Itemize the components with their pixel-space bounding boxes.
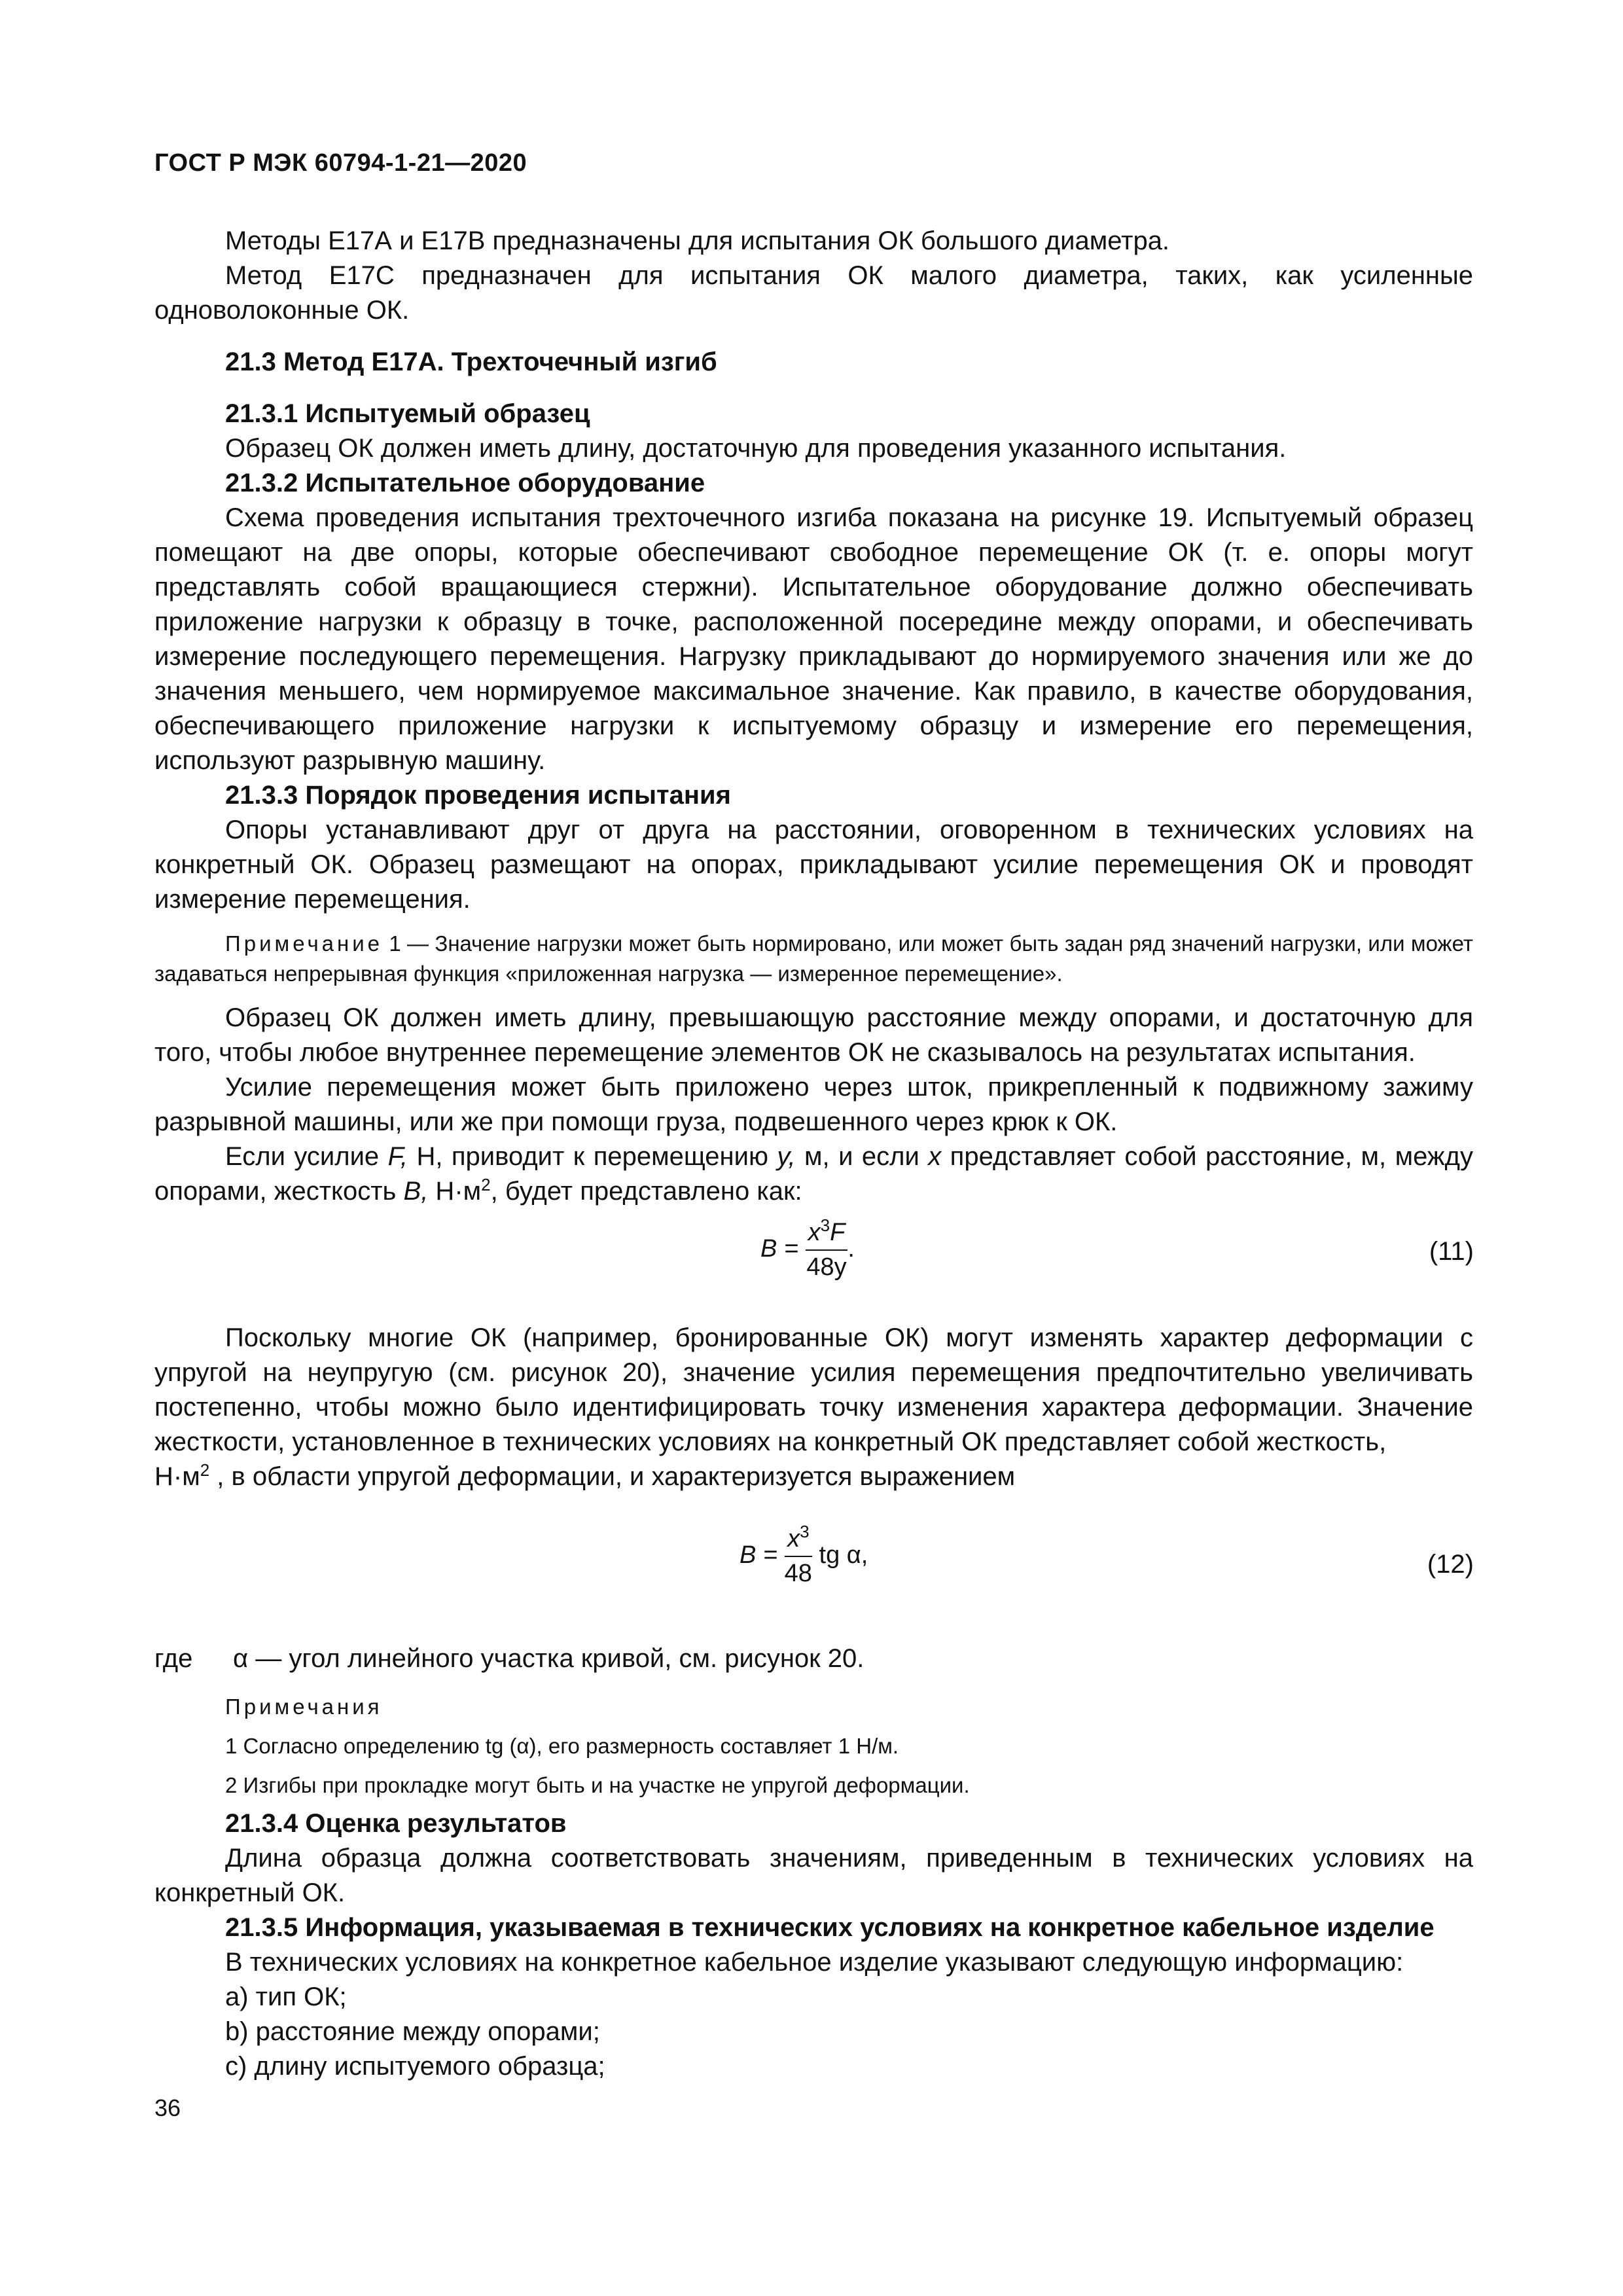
section-21-3-2-title: 21.3.2 Испытательное оборудование [225, 469, 705, 497]
section-21-3-3-paragraph-3: Усилие перемещения может быть приложено через шток, прикрепленный к подвижному зажиму разрывной машины, или же при помощи груза, подвешенного через крюк к ОК. [154, 1073, 1473, 1136]
formula-12-numerator [785, 1522, 812, 1557]
section-21-3-3-paragraph-5-end [154, 1460, 1473, 1494]
page-number: 36 [154, 2094, 181, 2121]
list-item: c) длину испытуемого образца; [225, 2052, 605, 2081]
formula-11-lhs: B = [760, 1235, 799, 1263]
p4-text-b: Н, приводит к перемещению [408, 1142, 777, 1171]
formula-12-lhs: B = [740, 1541, 778, 1570]
formula-11-trail: . [847, 1235, 855, 1263]
p4-superscript: 2 [481, 1175, 491, 1194]
formula-12-denominator: 48 [784, 1560, 812, 1587]
p4-text-d: представляет собой расстояние, м, между опорами, жесткость [154, 1142, 1473, 1206]
section-21-3-title: 21.3 Метод Е17А. Трехточечный изгиб [225, 348, 717, 376]
formula-11-fraction [806, 1215, 848, 1282]
p4-text-a: Если усилие [225, 1142, 388, 1171]
formula-12 [740, 1522, 868, 1588]
intro-paragraph-2: Метод Е17С предназначен для испытания ОК малого диаметра, таких, как усиленные одноволоконные ОК. [154, 261, 1473, 325]
note-item: 2 Изгибы при прокладке могут быть и на участке не упругой деформации. [225, 1773, 970, 1797]
section-21-3-5-title: 21.3.5 Информация, указываемая в технических условиях на конкретное кабельное изделие [225, 1913, 1435, 1942]
section-21-3-3-paragraph-5: Поскольку многие ОК (например, бронированные ОК) могут изменять характер деформации с упругой на неупругую (см. рисунок 20), значение усилия перемещения предпочтительно увеличивать постепенно, чтобы можно было идентифицировать точку изменения характера деформации. Значение жесткости, установленное в технических условиях на конкретный ОК представляет собой жесткость, [154, 1323, 1473, 1456]
section-21-3-3-paragraph-1: Опоры устанавливают друг от друга на расстоянии, оговоренном в технических условиях на конкретный ОК. Образец размещают на опорах, прикладывают усилие перемещения ОК и проводят измерение перемещения. [154, 816, 1473, 914]
formula-11-denominator: 48y [806, 1253, 847, 1281]
where-label: где [154, 1644, 193, 1673]
note-1 [154, 929, 1473, 989]
text-block-top [154, 224, 1473, 1209]
note-1-label: Примечание [225, 931, 383, 956]
section-21-3-4-paragraph: Длина образца должна соответствовать значениям, приведенным в технических условиях на конкретный ОК. [154, 1844, 1473, 1907]
section-21-3-3-paragraph-2: Образец ОК должен иметь длину, превышающую расстояние между опорами, и достаточную для того, чтобы любое внутреннее перемещение элементов ОК не сказывалось на результатах испытания. [154, 1003, 1473, 1067]
section-21-3-5-paragraph: В технических условиях на конкретное кабельное изделие указывают следующую информацию: [225, 1948, 1404, 1977]
section-21-3-4-title: 21.3.4 Оценка результатов [225, 1809, 567, 1838]
notes-block [154, 1692, 1473, 1801]
where-line [154, 1641, 1473, 1676]
note-1-text: 1 — Значение нагрузки может быть нормировано, или может быть задан ряд значений нагрузки, или может задаваться непрерывная функция «приложенная нагрузка — измеренное перемещение». [154, 931, 1474, 986]
formula-11-pow: 3 [820, 1215, 830, 1235]
p4-text-c: м, и если [795, 1142, 929, 1171]
formula-12-fraction [784, 1522, 812, 1588]
notes-label: Примечания [225, 1695, 383, 1719]
section-21-3-2-paragraph: Схема проведения испытания трехточечного изгиба показана на рисунке 19. Испытуемый образец помещают на две опоры, которые обеспечивают свободное перемещение ОК (т. е. опоры могут представлять собой вращающиеся стержни). Испытательное оборудование должно обеспечивать приложение нагрузки к образцу в точке, расположенной посередине между опорами, и обеспечивать измерение последующего перемещения. Нагрузку прикладывают до нормируемого значения или же до значения меньшего, чем нормируемое максимальное значение. Как правило, в качестве оборудования, обеспечивающего приложение нагрузки к испытуемому образцу и измерение его перемещения, используют разрывную машину. [154, 503, 1473, 775]
document-header: ГОСТ Р МЭК 60794-1-21—2020 [154, 149, 527, 177]
p5-end-text: , в области упругой деформации, и характеризуется выражением [209, 1462, 1016, 1491]
formula-12-pow: 3 [800, 1522, 810, 1541]
note-item: 1 Согласно определению tg (α), его размерность составляет 1 Н/м. [225, 1734, 899, 1758]
p4-text-f: , будет представлено как: [490, 1177, 802, 1206]
formula-12-rhs: tg α, [819, 1541, 868, 1570]
var-x: x [928, 1142, 942, 1171]
var-B: B, [403, 1177, 429, 1206]
text-block-bottom [154, 1806, 1473, 2084]
formula-11-F: F [830, 1219, 846, 1246]
section-21-3-1-title: 21.3.1 Испытуемый образец [225, 399, 590, 428]
var-y: y, [777, 1142, 796, 1171]
list-item: b) расстояние между опорами; [225, 2017, 600, 2046]
section-21-3-3-title: 21.3.3 Порядок проведения испытания [225, 781, 731, 810]
var-F: F, [387, 1142, 408, 1171]
equation-number-12: (12) [1427, 1550, 1474, 1579]
p5-superscript: 2 [200, 1460, 210, 1480]
intro-paragraph-1: Методы Е17А и Е17В предназначены для испытания ОК большого диаметра. [225, 226, 1170, 255]
formula-11-numerator [806, 1215, 848, 1251]
formula-12-x: x [787, 1525, 800, 1552]
text-block-middle [154, 1321, 1473, 1494]
formula-11 [760, 1215, 855, 1282]
equation-number-11: (11) [1429, 1237, 1474, 1266]
where-text: α — угол линейного участка кривой, см. рисунок 20. [233, 1644, 865, 1673]
where-row [154, 1641, 1473, 1676]
p4-text-e: Н·м [428, 1177, 482, 1206]
p5-unit: Н·м [154, 1462, 200, 1491]
section-21-3-3-paragraph-4 [154, 1139, 1473, 1209]
formula-11-x: x [808, 1219, 821, 1246]
list-item: a) тип ОК; [225, 1982, 347, 2011]
section-21-3-1-paragraph: Образец ОК должен иметь длину, достаточную для проведения указанного испытания. [225, 434, 1287, 463]
